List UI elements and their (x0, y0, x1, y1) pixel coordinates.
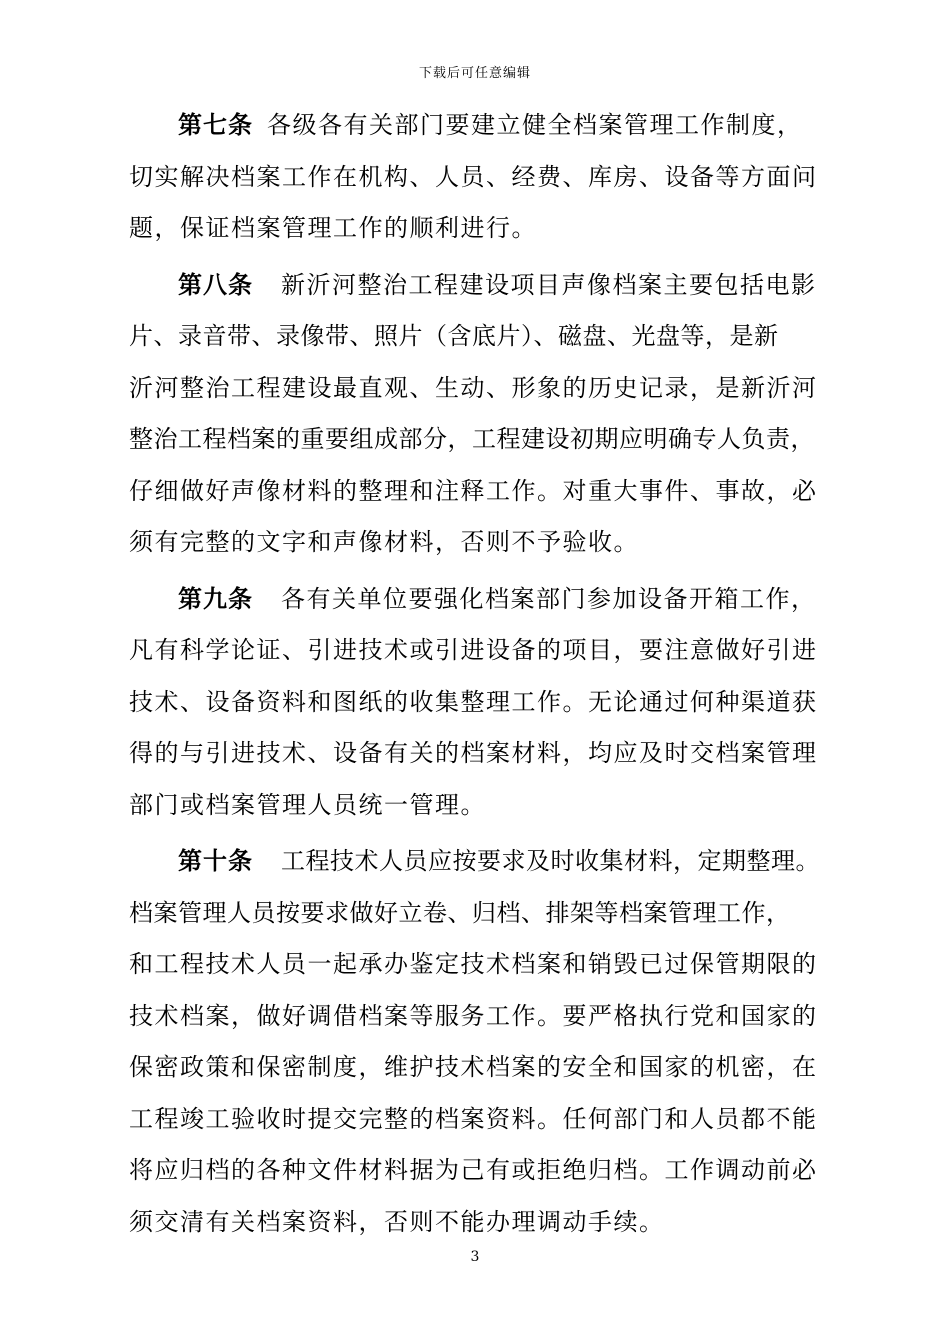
article-7 (129, 100, 841, 255)
article-label: 第九条 (178, 584, 253, 613)
paragraph-line: 仔细做好声像材料的整理和注释工作。对重大事件、事故，必 (129, 476, 818, 505)
paragraph-line: 档案管理人员按要求做好立卷、归档、排架等档案管理工作， (129, 898, 791, 927)
paragraph-text: 各级各有关部门要建立健全档案管理工作制度， (267, 111, 803, 139)
article-label: 第七条 (178, 111, 253, 139)
paragraph-text: 工程技术人员应按要求及时收集材料，定期整理。 (281, 847, 820, 875)
paragraph-line (129, 836, 841, 888)
paragraph-line: 须交清有关档案资料，否则不能办理调动手续。 (129, 1207, 665, 1236)
paragraph-line: 部门或档案管理人员统一管理。 (129, 790, 486, 819)
article-10 (129, 836, 841, 1248)
paragraph-line: 须有完整的文字和声像材料，否则不予验收。 (129, 528, 639, 556)
paragraph-line (129, 574, 841, 626)
paragraph-line: 题，保证档案管理工作的顺利进行。 (129, 214, 537, 242)
article-9 (129, 574, 841, 832)
paragraph-line: 工程竣工验收时提交完整的档案资料。任何部门和人员都不能 (129, 1104, 818, 1133)
article-label: 第八条 (178, 270, 253, 299)
paragraph-line: 整治工程档案的重要组成部分，工程建设初期应明确专人负责， (129, 425, 815, 453)
page-header: 下载后可任意编辑 (418, 66, 531, 81)
article-label: 第十条 (178, 847, 253, 875)
paragraph-line (129, 100, 841, 152)
paragraph-line: 技术档案，做好调借档案等服务工作。要严格执行党和国家的 (129, 1001, 818, 1030)
paragraph-line: 技术、设备资料和图纸的收集整理工作。无论通过何种渠道获 (129, 687, 818, 716)
article-8 (129, 260, 841, 569)
paragraph-text: 各有关单位要强化档案部门参加设备开箱工作， (281, 584, 817, 613)
document-body (129, 100, 841, 1248)
paragraph-line: 片、录音带、录像带、照片（含底片）、磁盘、光盘等，是新 (129, 322, 779, 350)
paragraph-line: 沂河整治工程建设最直观、生动、形象的历史记录，是新沂河 (129, 373, 818, 402)
paragraph-line: 切实解决档案工作在机构、人员、经费、库房、设备等方面问 (129, 162, 818, 191)
paragraph-text: 新沂河整治工程建设项目声像档案主要包括电影 (281, 270, 817, 299)
paragraph-line: 将应归档的各种文件材料据为己有或拒绝归档。工作调动前必 (129, 1156, 818, 1184)
paragraph-line: 和工程技术人员一起承办鉴定技术档案和销毁已过保管期限的 (129, 950, 818, 978)
paragraph-line: 凡有科学论证、引进技术或引进设备的项目，要注意做好引进 (129, 636, 818, 664)
paragraph-line: 得的与引进技术、设备有关的档案材料，均应及时交档案管理 (129, 739, 818, 767)
paragraph-line: 保密政策和保密制度，维护技术档案的安全和国家的机密，在 (129, 1053, 818, 1081)
page-number: 3 (470, 1249, 480, 1265)
paragraph-line (129, 260, 841, 312)
